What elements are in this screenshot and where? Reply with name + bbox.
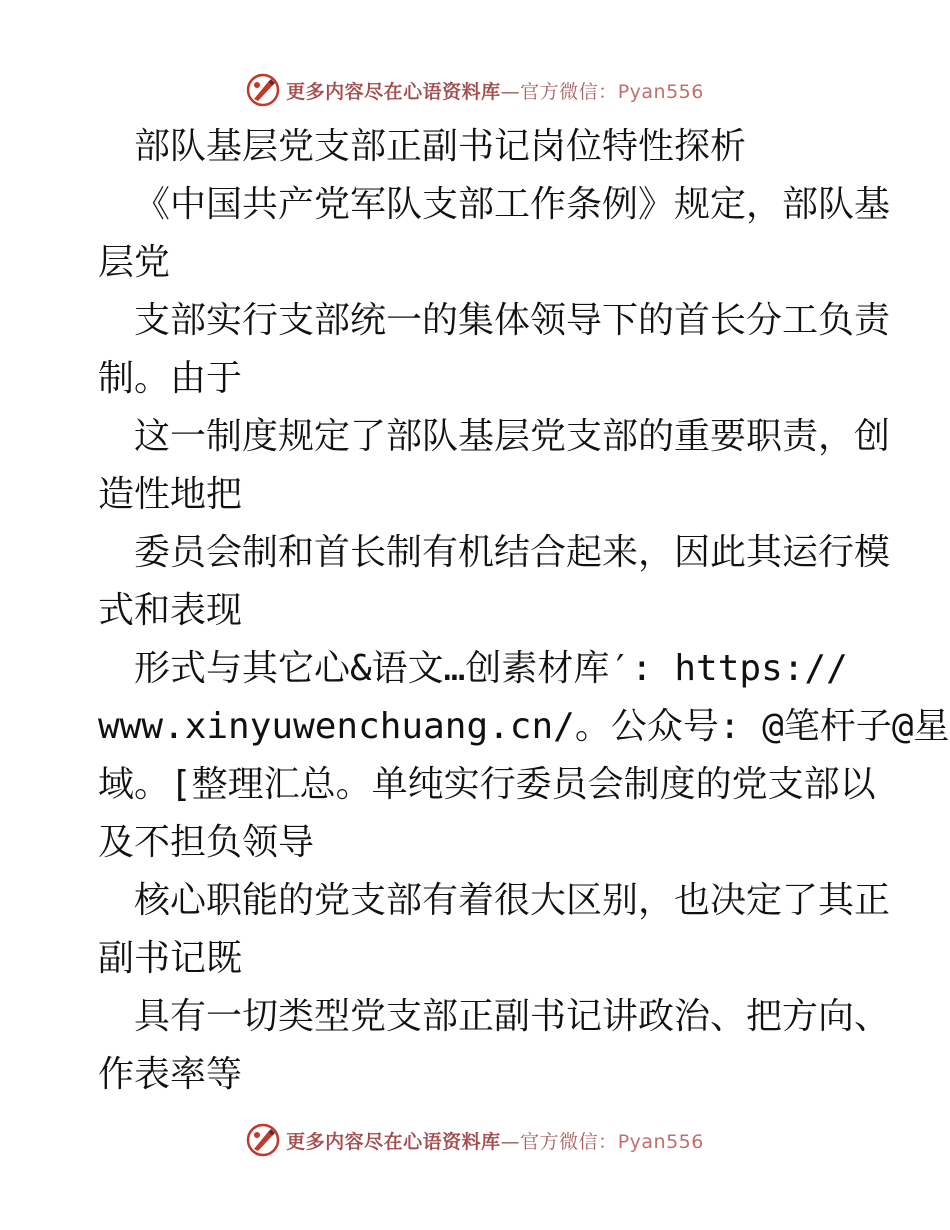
banner-title: 更多内容尽在心语资料库 — [286, 1130, 501, 1153]
paragraph-line: 域。[整理汇总。单纯实行委员会制度的党支部以 — [98, 764, 876, 805]
paragraph-line: 形式与其它心&语文…创素材库′: https:// — [134, 648, 848, 689]
paragraph-line: 及不担负领导 — [98, 822, 315, 863]
paragraph-line: 委员会制和首长制有机结合起来，因此其运行模 — [134, 532, 891, 573]
paragraph-line: 造性地把 — [98, 474, 243, 515]
document-body — [98, 118, 950, 1104]
banner-title: 更多内容尽在心语资料库 — [286, 80, 501, 103]
paragraph-line: 副书记既 — [98, 938, 243, 979]
paragraph-line: 这一制度规定了部队基层党支部的重要职责，创 — [134, 416, 891, 457]
paragraph-line: 层党 — [98, 242, 171, 283]
header-banner — [0, 70, 950, 110]
banner-wechat-label: 官方微信： — [520, 80, 618, 103]
document-title: 部队基层党支部正副书记岗位特性探析 — [134, 126, 747, 167]
banner-separator: — — [500, 80, 521, 103]
banner-wechat-id: Pyan556 — [617, 80, 704, 103]
paragraph-line: www.xinyuwenchuang.cn/。公众号: @笔杆子@星 — [98, 706, 950, 747]
paragraph-line: 核心职能的党支部有着很大区别，也决定了其正 — [134, 880, 891, 921]
paragraph-line: 作表率等 — [98, 1054, 243, 1095]
logo-icon — [246, 1123, 280, 1157]
paragraph-line: 支部实行支部统一的集体领导下的首长分工负责 — [134, 300, 891, 341]
paragraph-line: 制。由于 — [98, 358, 243, 399]
banner-wechat-id: Pyan556 — [617, 1130, 704, 1153]
paragraph-line: 具有一切类型党支部正副书记讲政治、把方向、 — [134, 996, 891, 1037]
banner-separator: — — [500, 1130, 521, 1153]
logo-icon — [246, 73, 280, 107]
footer-banner — [0, 1120, 950, 1160]
paragraph-line: 式和表现 — [98, 590, 243, 631]
banner-text — [286, 77, 704, 104]
paragraph-line: 《中国共产党军队支部工作条例》规定，部队基 — [134, 184, 891, 225]
banner-wechat-label: 官方微信： — [520, 1130, 618, 1153]
banner-text — [286, 1127, 704, 1154]
